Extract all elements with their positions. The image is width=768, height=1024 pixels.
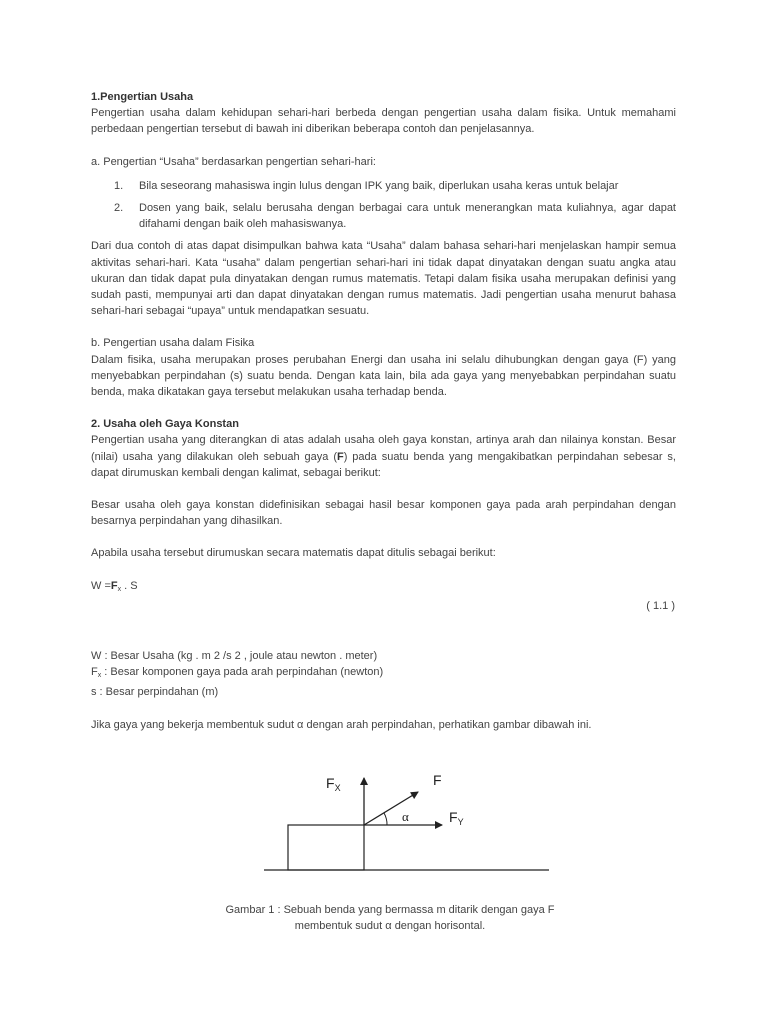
part-a-heading: a. Pengertian “Usaha” berdasarkan pengertian sehari-hari: [91, 155, 376, 168]
section-1-intro: Pengertian usaha dalam kehidupan sehari-hari berbeda dengan pengertian usaha dalam fisika. Untuk memahami perbedaan pengertian tersebut di bawah ini diberikan beberapa contoh dan penjelasannya. [91, 107, 676, 136]
equation-force: F [110, 579, 118, 592]
equation-subscript: x [117, 585, 122, 593]
definition-fx [91, 664, 676, 684]
angle-paragraph: Jika gaya yang bekerja membentuk sudut α dengan arah perpindahan, perhatikan gambar dibawah ini. [91, 718, 592, 731]
list-item-number: 1. [114, 179, 124, 192]
alpha-label: α [402, 809, 409, 824]
list-item-text: Bila seseorang mahasiswa ingin lulus dengan IPK yang baik, diperlukan usaha keras untuk belajar [139, 179, 619, 192]
angle-arc [384, 813, 387, 825]
caption-line: Gambar 1 : Sebuah benda yang bermassa m ditarik dengan gaya F [225, 904, 555, 916]
example-list [91, 178, 676, 233]
equation-rhs: . S [121, 579, 138, 592]
section-1-heading: 1.Pengertian Usaha [91, 91, 194, 103]
document-body [91, 89, 676, 733]
section-2-paragraph-1 [91, 432, 676, 481]
f-label: F [433, 772, 442, 788]
section-2-heading: 2. Usaha oleh Gaya Konstan [91, 418, 239, 431]
equation [91, 578, 676, 598]
equation-number: ( 1.1 ) [646, 599, 675, 612]
definition-fx-text: : Besar komponen gaya pada arah perpindahan (newton) [101, 666, 384, 679]
equation-lhs: W = [91, 579, 111, 592]
part-b-heading: b. Pengertian usaha dalam Fisika [91, 337, 255, 350]
definition-fx-subscript: x [97, 672, 102, 680]
figure-caption [180, 902, 600, 934]
block [288, 825, 364, 870]
paragraph-text: ) pada suatu benda yang mengakibatkan perpindahan sebesar s, dapat dirumuskan kembali dengan kalimat, sebagai berikut: [91, 450, 676, 479]
fx-label: $F_X$ [326, 775, 341, 793]
list-item [91, 178, 676, 194]
caption-line: membentuk sudut α dengan horisontal. [294, 920, 486, 932]
definition-w: W : Besar Usaha (kg . m 2 /s 2 , joule atau newton . meter) [91, 650, 378, 663]
definition-s: s : Besar perpindahan (m) [91, 686, 219, 699]
part-a-conclusion: Dari dua contoh di atas dapat disimpulkan bahwa kata “Usaha” dalam bahasa sehari-hari menjelaskan hampir semua aktivitas sehari-hari. Kata “usaha” dalam pengertian sehari-hari ini tidak dapat dinyatakan dengan suatu angka atau ukuran dan tidak dapat pula dinyatakan dengan rumus matematis. Tetapi dalam fisika usaha merupakan definisi yang sudah pasti, mempunyai arti dan dapat dinyatakan dengan rumus matematis. Jadi pengertian usaha menurut bahasa sehari-hari sebagai “upaya” untuk mendapatkan sesuatu. [91, 240, 676, 318]
fy-label: $F_Y$ [449, 809, 464, 827]
paragraph-line: Pengertian usaha yang diterangkan di atas adalah usaha oleh gaya konstan, artinya arah dan nilainya konstan. [91, 434, 644, 447]
section-2-formula-intro: Apabila usaha tersebut dirumuskan secara matematis dapat ditulis sebagai berikut: [91, 547, 496, 560]
section-2-definition: Besar usaha oleh gaya konstan didefinisikan sebagai hasil besar komponen gaya pada arah perpindahan dengan besarnya perpindahan yang dihasilkan. [91, 499, 676, 528]
paragraph-text: Besar (nilai) usaha yang dilakukan oleh sebuah gaya ( [91, 434, 677, 463]
definition-fx-symbol: F [91, 666, 98, 679]
list-item-text: Dosen yang baik, selalu berusaha dengan berbagai cara untuk menerangkan mata kuliahnya, agar dapat difahami dengan baik oleh mahasiswanya. [139, 202, 676, 231]
list-item-number: 2. [114, 202, 124, 215]
force-diagram [230, 764, 560, 874]
f-arrow [364, 792, 418, 825]
list-item [91, 200, 676, 232]
force-symbol: F [337, 450, 344, 463]
part-b-text: Dalam fisika, usaha merupakan proses perubahan Energi dan usaha ini selalu dihubungkan dengan gaya (F) yang menyebabkan perpindahan (s) suatu benda. Dengan kata lain, bila ada gaya yang menyebabkan perpindahan suatu benda, maka dikatakan gaya tersebut melakukan usaha terhadap benda. [91, 353, 676, 399]
